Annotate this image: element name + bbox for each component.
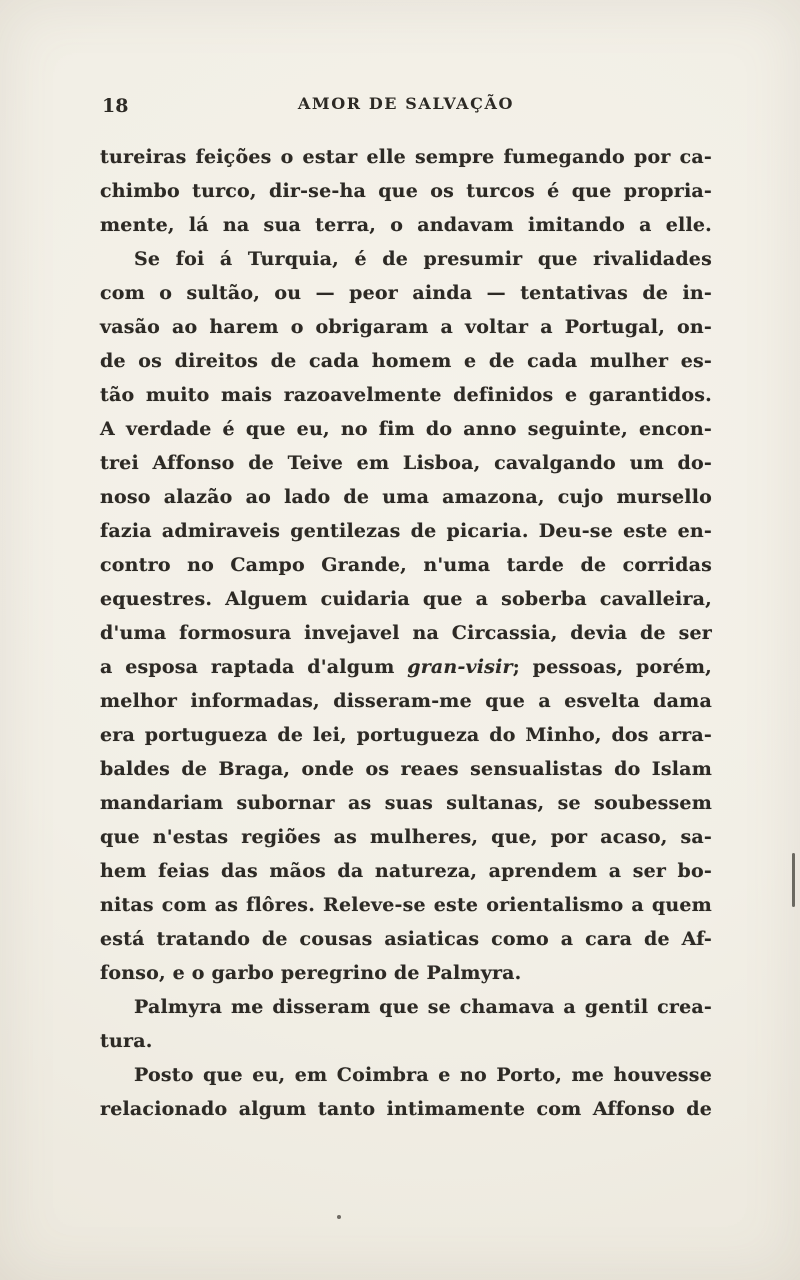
text-line [100, 1058, 712, 1092]
text-line [100, 412, 712, 446]
text-line [100, 718, 712, 752]
text-line [100, 480, 712, 514]
text-line [100, 582, 712, 616]
italic-text: gran-visir [407, 656, 513, 678]
page-header [100, 94, 712, 118]
text-segment: baldes de Braga, onde os reaes sensualistas do Islam [100, 758, 712, 780]
text-line [100, 1092, 712, 1126]
text-segment: contro no Campo Grande, n'uma tarde de corridas [100, 554, 712, 576]
text-column [100, 94, 712, 1126]
text-line [100, 854, 712, 888]
text-segment: Posto que eu, em Coimbra e no Porto, me houvesse [134, 1064, 712, 1086]
text-segment: Palmyra me disseram que se chamava a gentil crea- [134, 996, 712, 1018]
text-segment: vasão ao harem o obrigaram a voltar a Portugal, on- [100, 316, 712, 338]
text-line [100, 684, 712, 718]
text-line [100, 378, 712, 412]
text-segment: fazia admiraveis gentilezas de picaria. Deu-se este en- [100, 520, 712, 542]
text-segment: de os direitos de cada homem e de cada mulher es- [100, 350, 712, 372]
text-segment: d'uma formosura invejavel na Circassia, devia de ser [100, 622, 712, 644]
text-segment: mandariam subornar as suas sultanas, se soubessem [100, 792, 712, 814]
text-line [100, 446, 712, 480]
text-line [100, 650, 712, 684]
text-line [100, 820, 712, 854]
text-segment: melhor informadas, disseram-me que a esvelta dama [100, 690, 712, 712]
text-line [100, 888, 712, 922]
text-line [100, 276, 712, 310]
text-line [100, 956, 712, 990]
text-segment: tureiras feições o estar elle sempre fumegando por ca- [100, 146, 712, 168]
text-line [100, 208, 712, 242]
text-segment: tura. [100, 1030, 153, 1052]
text-line [100, 616, 712, 650]
text-line [100, 990, 712, 1024]
scan-artifact-line [792, 853, 795, 907]
text-segment: chimbo turco, dir-se-ha que os turcos é que propria- [100, 180, 712, 202]
text-segment: Se foi á Turquia, é de presumir que rivalidades [134, 248, 712, 270]
text-segment: relacionado algum tanto intimamente com Affonso de [100, 1098, 712, 1120]
text-line [100, 786, 712, 820]
text-segment: mente, lá na sua terra, o andavam imitando a elle. [100, 214, 712, 236]
text-line [100, 242, 712, 276]
text-line [100, 140, 712, 174]
text-line [100, 1024, 712, 1058]
running-title: AMOR DE SALVAÇÃO [297, 94, 515, 113]
body-text [100, 140, 712, 1126]
text-segment: hem feias das mãos da natureza, aprendem a ser bo- [100, 860, 712, 882]
page-number: 18 [102, 95, 129, 117]
text-segment: fonso, e o garbo peregrino de Palmyra. [100, 962, 522, 984]
text-segment: com o sultão, ou — peor ainda — tentativas de in- [100, 282, 712, 304]
text-segment: era portugueza de lei, portugueza do Minho, dos arra- [100, 724, 712, 746]
text-segment: A verdade é que eu, no fim do anno seguinte, encon- [100, 418, 712, 440]
text-line [100, 174, 712, 208]
text-segment: trei Affonso de Teive em Lisboa, cavalgando um do- [100, 452, 712, 474]
text-line [100, 310, 712, 344]
scan-artifact-dot [337, 1215, 341, 1219]
text-line [100, 344, 712, 378]
text-segment: tão muito mais razoavelmente definidos e garantidos. [100, 384, 712, 406]
text-segment: está tratando de cousas asiaticas como a cara de Af- [100, 928, 712, 950]
text-line [100, 752, 712, 786]
text-line [100, 922, 712, 956]
text-segment: nitas com as flôres. Releve-se este orientalismo a quem [100, 894, 712, 916]
text-line [100, 514, 712, 548]
text-segment: noso alazão ao lado de uma amazona, cujo mursello [100, 486, 712, 508]
text-segment: que n'estas regiões as mulheres, que, por acaso, sa- [100, 826, 712, 848]
text-segment: ; pessoas, porém, [512, 656, 712, 678]
text-line [100, 548, 712, 582]
text-segment: equestres. Alguem cuidaria que a soberba cavalleira, [100, 588, 712, 610]
text-segment: a esposa raptada d'algum [100, 656, 408, 678]
